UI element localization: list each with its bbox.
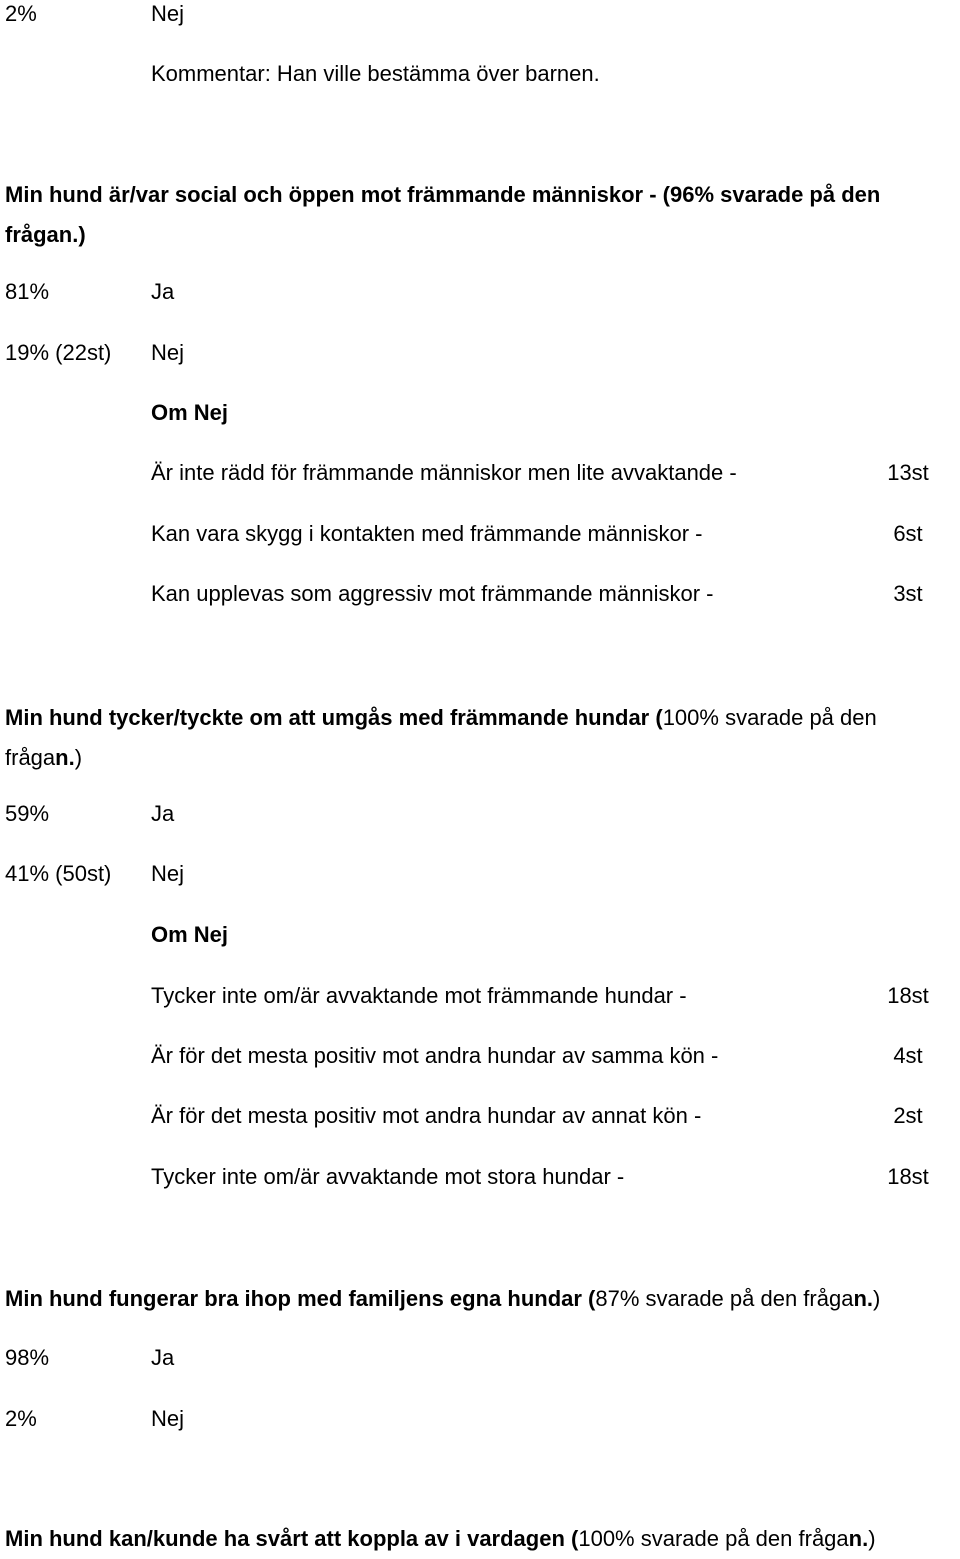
section-2-item-1-count: 18st [887, 983, 929, 1008]
section-2-row-1-pct: 59% [5, 801, 50, 826]
section-3-row-2-pct: 2% [5, 1406, 37, 1431]
section-2-item-4: Tycker inte om/är avvaktande mot stora hundar - [151, 1164, 625, 1189]
section-2-heading-end: ) [74, 745, 83, 770]
section-2-row-2-pct: 41% (50st) [5, 861, 112, 886]
section-4-heading-tail: n. [848, 1526, 869, 1551]
section-2-item-2-count: 4st [893, 1043, 923, 1068]
section-4-heading-end: ) [868, 1526, 876, 1551]
section-3-heading-bold: Min hund fungerar bra ihop med familjens egna hundar ( [5, 1286, 596, 1311]
section-1-item-2: Kan vara skygg i kontakten med främmande människor - [151, 521, 703, 546]
section-2-item-4-count: 18st [887, 1164, 929, 1189]
section-4-heading [5, 1519, 955, 1559]
section-2-om-nej: Om Nej [151, 922, 229, 947]
section-2-row-1-answer: Ja [151, 801, 175, 826]
section-2-item-1: Tycker inte om/är avvaktande mot främmande hundar - [151, 983, 687, 1008]
section-2-item-2: Är för det mesta positiv mot andra hundar av samma kön - [151, 1043, 719, 1068]
section-2-heading-tail: n. [55, 745, 75, 770]
section-2-heading-normal: 100% svarade på den fråga [5, 705, 877, 770]
section-1-row-2-pct: 19% (22st) [5, 340, 112, 365]
section-1-heading-text: Min hund är/var social och öppen mot främmande människor - (96% svarade på den frågan.) [5, 182, 881, 247]
section-3-heading-tail: n. [853, 1286, 874, 1311]
section-4-heading-bold: Min hund kan/kunde ha svårt att koppla av i vardagen ( [5, 1526, 579, 1551]
section-1-item-1-count: 13st [887, 460, 929, 485]
section-1-item-3-count: 3st [893, 581, 923, 606]
top-answer: Nej [151, 1, 185, 26]
section-4-heading-normal: 100% svarade på den fråga [578, 1526, 849, 1551]
section-1-om-nej: Om Nej [151, 400, 229, 425]
section-1-item-3: Kan upplevas som aggressiv mot främmande människor - [151, 581, 714, 606]
section-3-heading [5, 1279, 955, 1319]
section-3-row-1-pct: 98% [5, 1345, 50, 1370]
section-1-item-1: Är inte rädd för främmande människor men lite avvaktande - [151, 460, 737, 485]
section-2-row-2-answer: Nej [151, 861, 185, 886]
section-2-item-3-count: 2st [893, 1103, 923, 1128]
section-3-row-1-answer: Ja [151, 1345, 175, 1370]
section-1-row-1-answer: Ja [151, 279, 175, 304]
section-1-item-2-count: 6st [893, 521, 923, 546]
section-3-row-2-answer: Nej [151, 1406, 185, 1431]
section-3-heading-normal: 87% svarade på den fråga [595, 1286, 854, 1311]
section-2-item-3: Är för det mesta positiv mot andra hundar av annat kön - [151, 1103, 702, 1128]
section-2-heading-bold: Min hund tycker/tyckte om att umgås med främmande hundar ( [5, 705, 663, 730]
section-1-heading [5, 175, 955, 255]
section-1-row-1-pct: 81% [5, 279, 50, 304]
section-3-heading-end: ) [873, 1286, 881, 1311]
section-2-heading [5, 698, 955, 778]
section-1-row-2-answer: Nej [151, 340, 185, 365]
top-comment: Kommentar: Han ville bestämma över barnen. [151, 61, 600, 86]
top-pct: 2% [5, 1, 37, 26]
